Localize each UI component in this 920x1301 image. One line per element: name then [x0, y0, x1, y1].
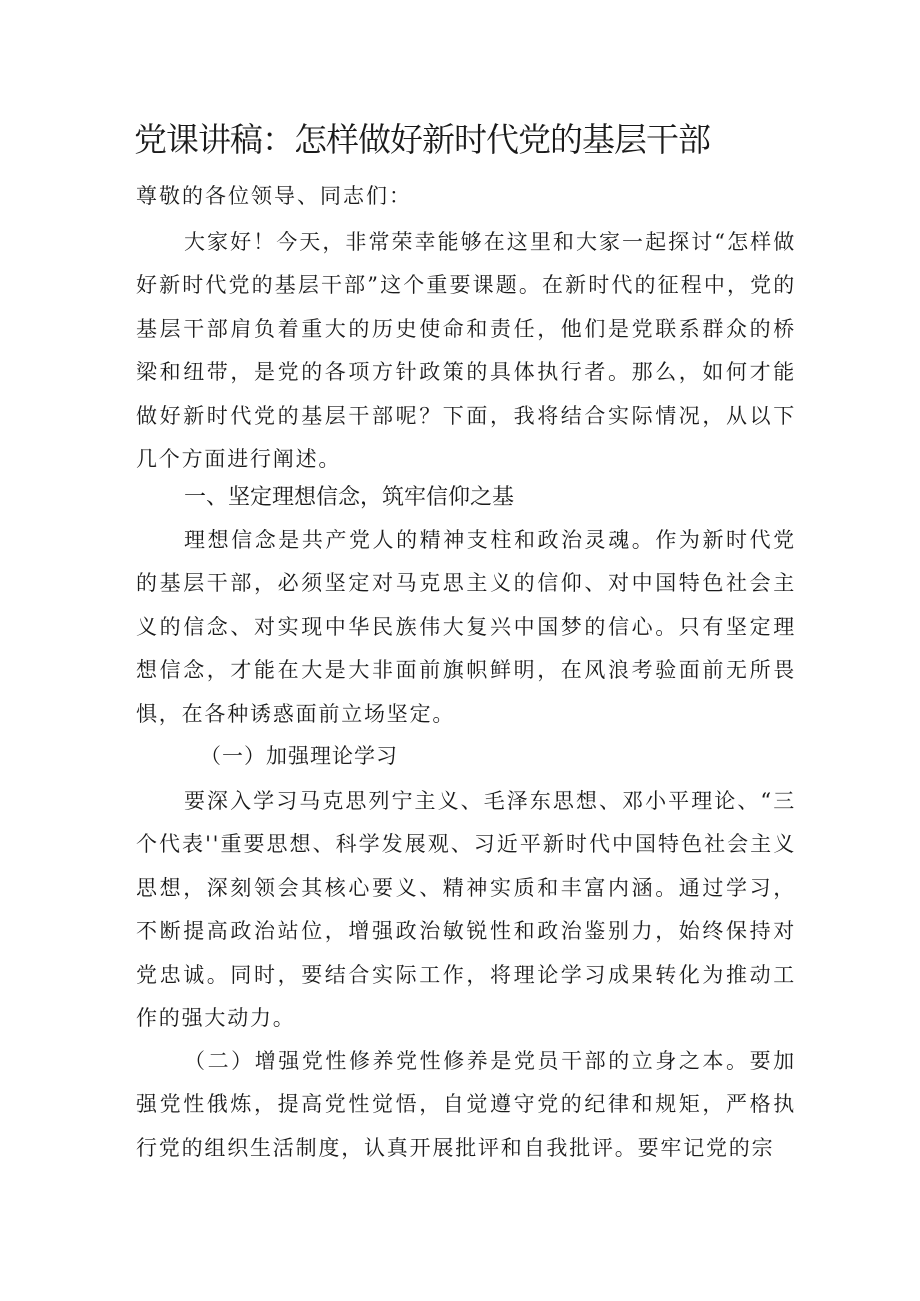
subsection-paragraph-party-spirit: （二）增强党性修养党性修养是党员干部的立身之本。要加强党性俄炼，提高党性觉悟，自觉遵守党的纪律和规矩，严格执行党的组织生活制度，认真开展批评和自我批评。要牢记党的宗	[136, 1049, 796, 1160]
intro-paragraph: 大家好！今天，非常荣幸能够在这里和大家一起探讨“怎样做好新时代党的基层干部”这个重要课题。在新时代的征程中，党的基层干部肩负着重大的历史使命和责任，他们是党联系群众的桥梁和纽带，是党的各项方针政策的具体执行者。那么，如何才能做好新时代党的基层干部呢？下面，我将结合实际情况，从以下几个方面进行阐述。	[136, 230, 796, 472]
subsection-paragraph-theory: 要深入学习马克思列宁主义、毛泽东思想、邓小平理论、“三个代表''重要思想、科学发展观、习近平新时代中国特色社会主义思想，深刻领会其核心要义、精神实质和丰富内涵。通过学习，不断提高政治站位，增强政治敏锐性和政治鉴别力，始终保持对党忠诚。同时，要结合实际工作，将理论学习成果转化为推动工作的强大动力。	[136, 789, 796, 1031]
section-paragraph-ideals: 理想信念是共产党人的精神支柱和政治灵魂。作为新时代党的基层干部，必须坚定对马克思主义的信仰、对中国特色社会主义的信念、对实现中华民族伟大复兴中国梦的信心。只有坚定理想信念，才能在大是大非面前旗帜鲜明，在风浪考验面前无所畏惧，在各种诱惑面前立场坚定。	[136, 528, 796, 726]
subsection-heading-theory: （一）加强理论学习	[200, 744, 398, 768]
salutation: 尊敬的各位领导、同志们：	[136, 184, 412, 208]
document-title: 党课讲稿：怎样做好新时代党的基层干部	[134, 120, 710, 159]
section-heading-ideals: 一、坚定理想信念，筑牢信仰之基	[184, 485, 515, 510]
